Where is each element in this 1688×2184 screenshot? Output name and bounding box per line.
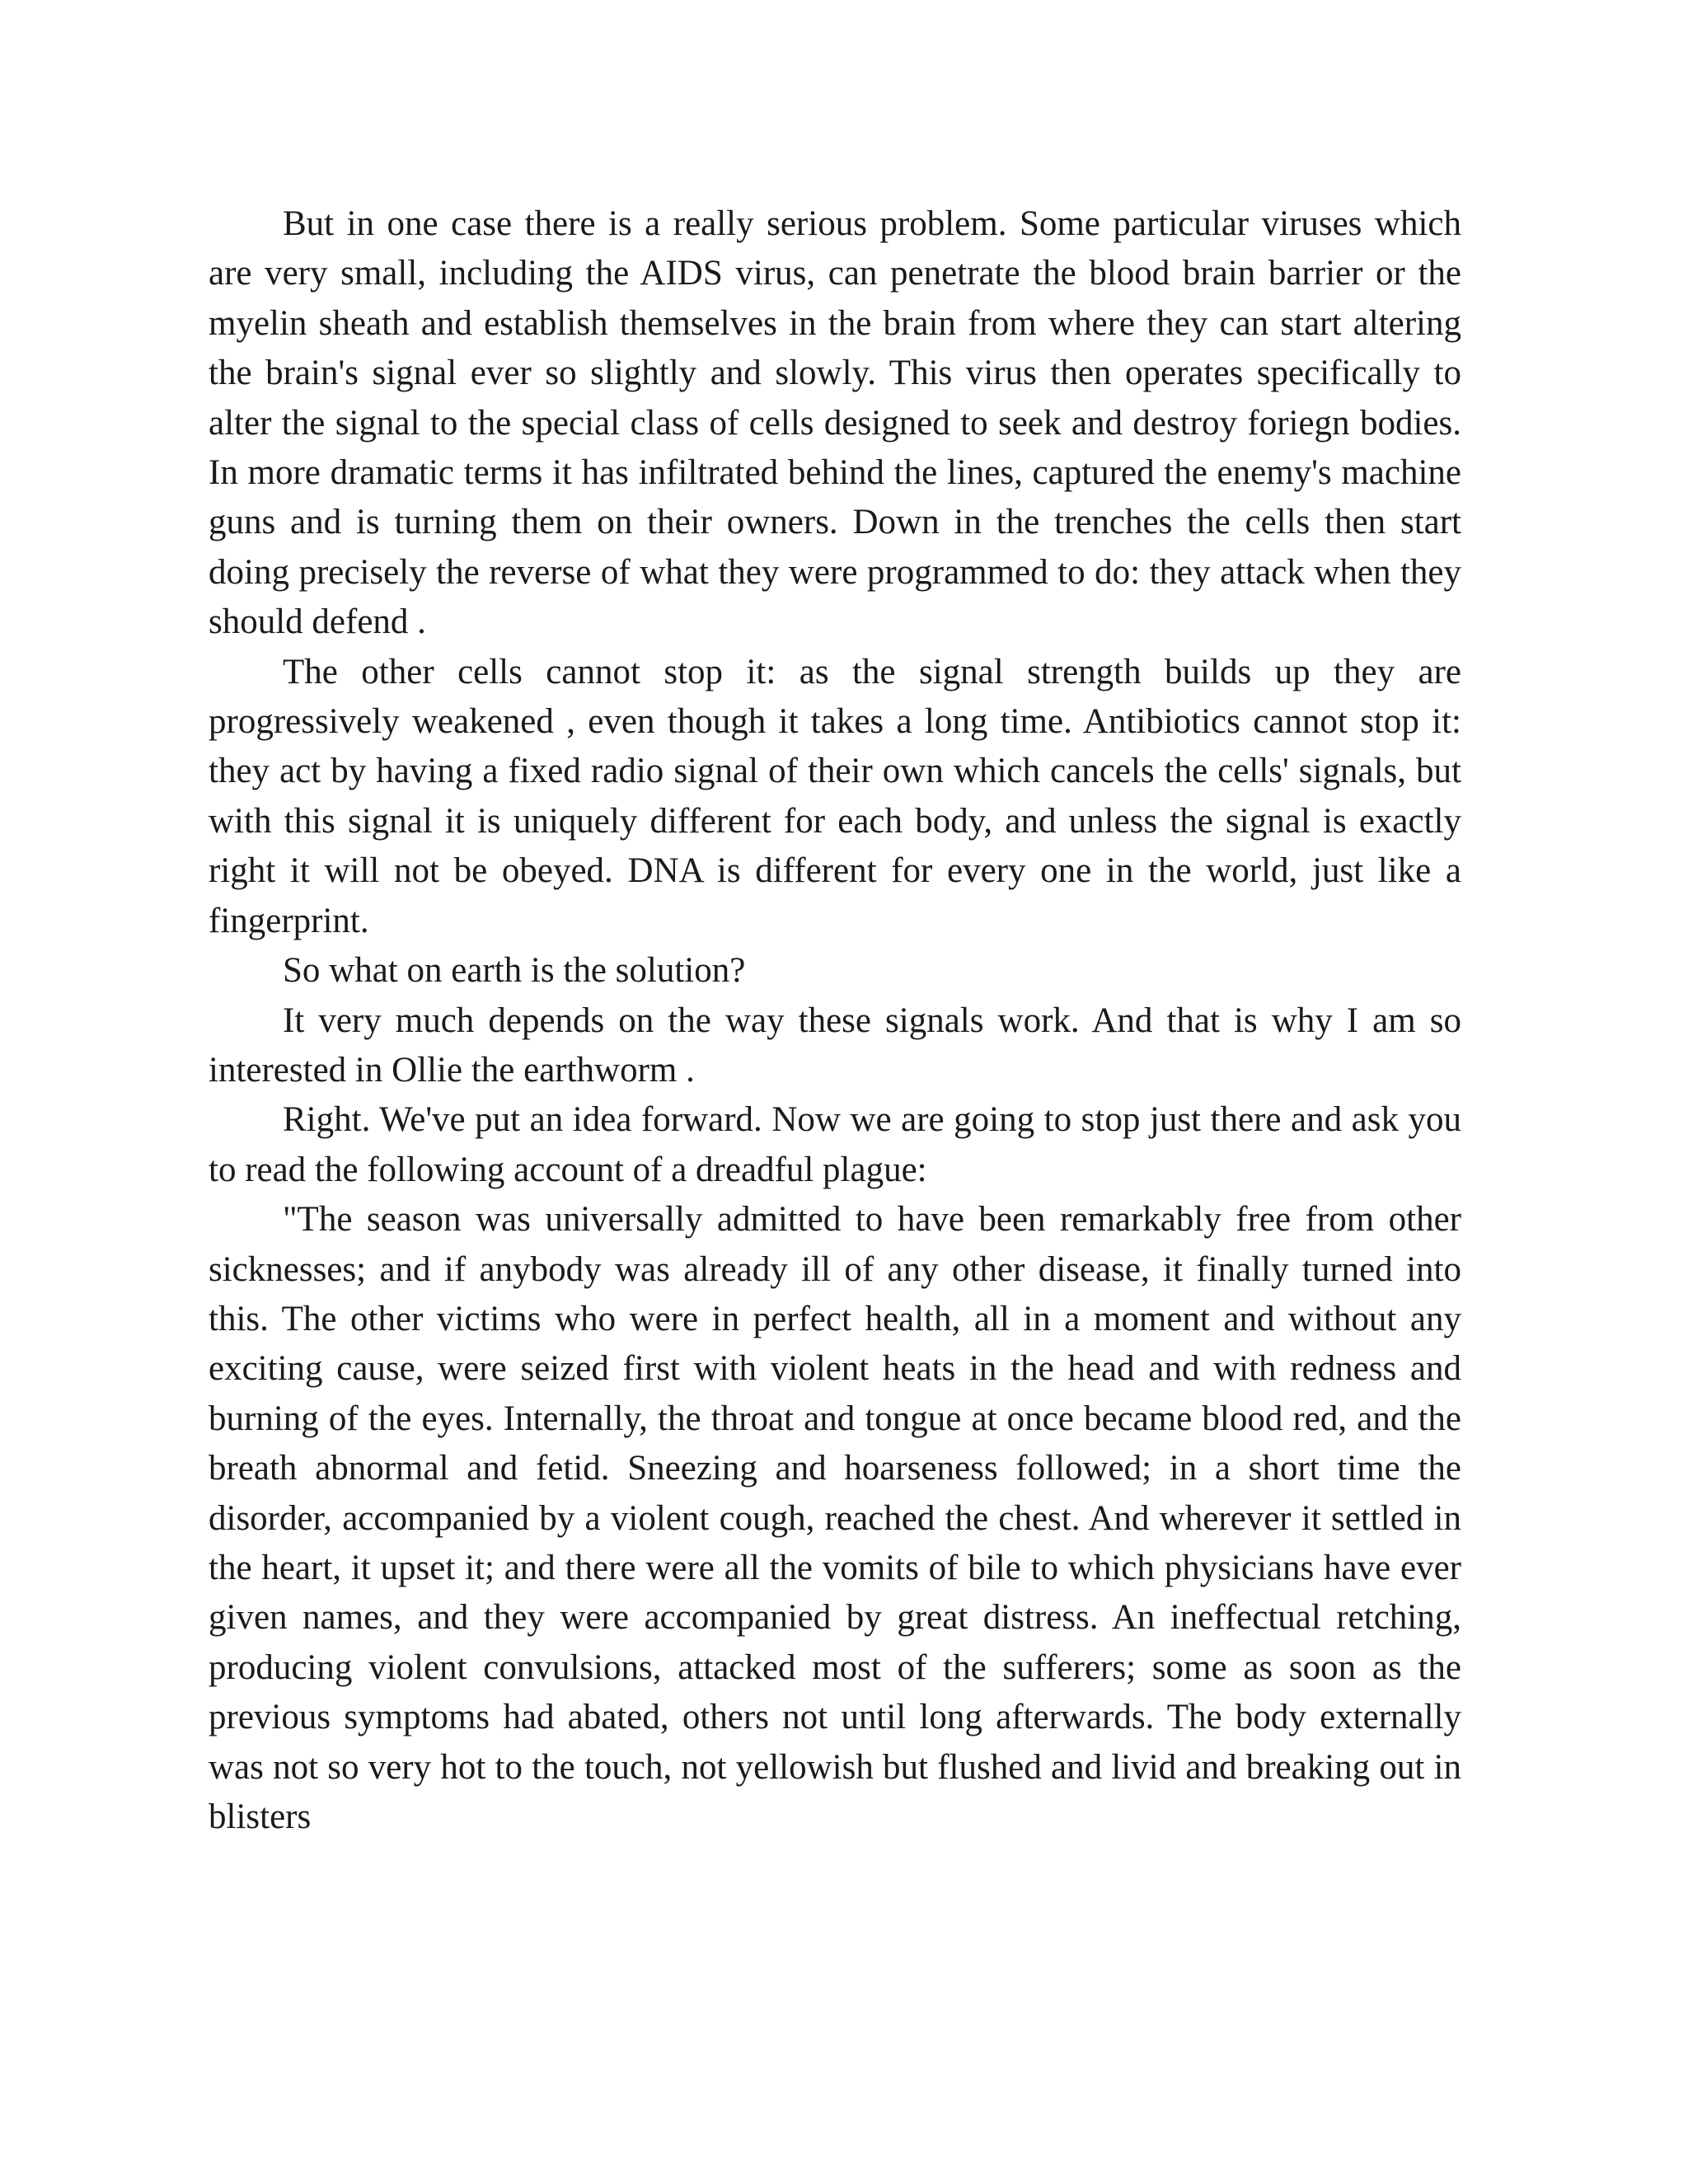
paragraph-3: So what on earth is the solution? xyxy=(283,951,746,991)
paragraph-1: But in one case there is a really serious problem. Some particular viruses which are very small, including the AIDS virus, can penetrate the blood brain barrier or the myelin sheath and establish themselves in the brain from where they can start altering the brain's signal ever so slightly and slowly. This virus then operates specifically to alter the signal to the special class of cells designed to seek and destroy foriegn bodies. In more dramatic terms it has infiltrated behind the lines, captured the enemy's machine guns and is turning them on their owners. Down in the trenches the cells then start doing precisely the reverse of what they were programmed to do: they attack when they should defend . xyxy=(209,204,1461,642)
paragraph-2: The other cells cannot stop it: as the signal strength builds up they are progressively weakened , even though it takes a long time. Antibiotics cannot stop it: they act by having a fixed radio signal of their own which cancels the cells' signals, but with this signal it is uniquely different for each body, and unless the signal is exactly right it will not be obeyed. DNA is different for every one in the world, just like a fingerprint. xyxy=(209,652,1461,940)
paragraph-4: It very much depends on the way these signals work. And that is why I am so interested in Ollie the earthworm . xyxy=(209,1001,1461,1090)
body-text xyxy=(209,199,1461,1842)
paragraph-6-quote: "The season was universally admitted to have been remarkably free from other sicknesses; and if anybody was already ill of any other disease, it finally turned into this. The other victims who were in perfect health, all in a moment and without any exciting cause, were seized first with violent heats in the head and with redness and burning of the eyes. Internally, the throat and tongue at once became blood red, and the breath abnormal and fetid. Sneezing and hoarseness followed; in a short time the disorder, accompanied by a violent cough, reached the chest. And wherever it settled in the heart, it upset it; and there were all the vomits of bile to which physicians have ever given names, and they were accompanied by great distress. An ineffectual retching, producing violent convulsions, attacked most of the sufferers; some as soon as the previous symptoms had abated, others not until long afterwards. The body externally was not so very hot to the touch, not yellowish but flushed and livid and breaking out in blisters xyxy=(209,1200,1461,1836)
paragraph-5: Right. We've put an idea forward. Now we are going to stop just there and ask you to read the following account of a dreadful plague: xyxy=(209,1100,1461,1189)
